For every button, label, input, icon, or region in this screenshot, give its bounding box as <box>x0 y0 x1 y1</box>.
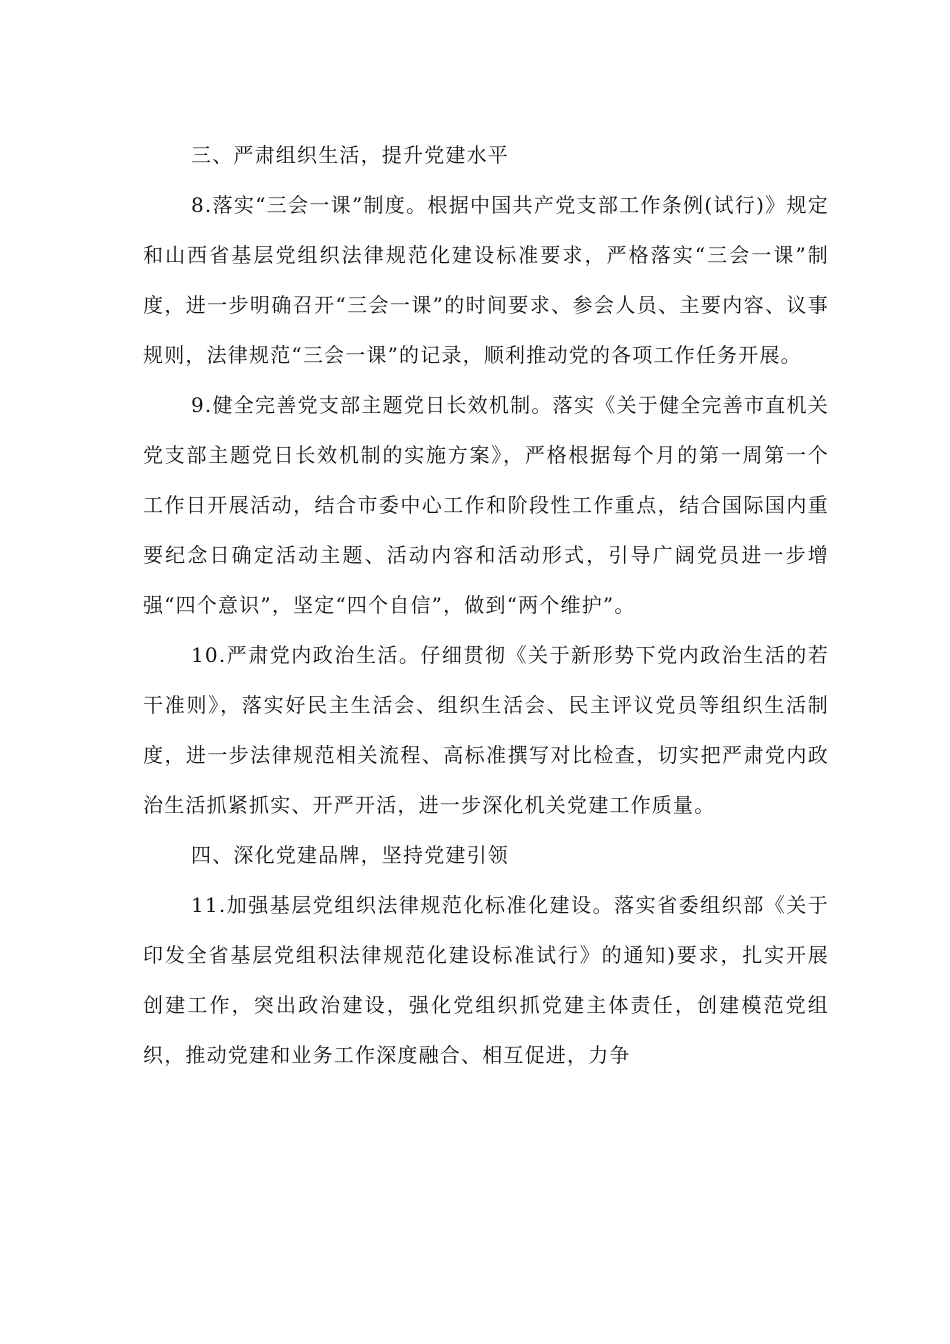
paragraph-item-10: 10.严肃党内政治生活。仔细贯彻《关于新形势下党内政治生活的若干准则》，落实好民主生活会、组织生活会、民主评议党员等组织生活制度，进一步法律规范相关流程、高标准撰写对比检查，切实把严肃党内政治生活抓紧抓实、开严开活，进一步深化机关党建工作质量。 <box>143 643 829 817</box>
paragraph-item-11: 11.加强基层党组织法律规范化标准化建设。落实省委组织部《关于印发全省基层党组积法律规范化建设标准试行》的通知)要求，扎实开展创建工作，突出政治建设，强化党组织抓党建主体责任，创建模范党组织，推动党建和业务工作深度融合、相互促进，力争 <box>143 893 829 1067</box>
section-heading-4: 四、深化党建品牌，坚持党建引领 <box>191 843 509 867</box>
section-heading-3: 三、严肃组织生活，提升党建水平 <box>191 143 509 167</box>
paragraph-item-8: 8.落实“三会一课”制度。根据中国共产党支部工作条例(试行)》规定和山西省基层党组织法律规范化建设标准要求，严格落实“三会一课”制度，进一步明确召开“三会一课”的时间要求、参会人员、主要内容、议事规则，法律规范“三会一课”的记录，顺利推动党的各项工作任务开展。 <box>143 193 829 367</box>
document-body <box>143 130 829 1080</box>
paragraph-item-9: 9.健全完善党支部主题党日长效机制。落实《关于健全完善市直机关党支部主题党日长效机制的实施方案》，严格根据每个月的第一周第一个工作日开展活动，结合市委中心工作和阶段性工作重点，结合国际国内重要纪念日确定活动主题、活动内容和活动形式，引导广阔党员进一步增强“四个意识”，坚定“四个自信”，做到“两个维护”。 <box>143 393 829 617</box>
